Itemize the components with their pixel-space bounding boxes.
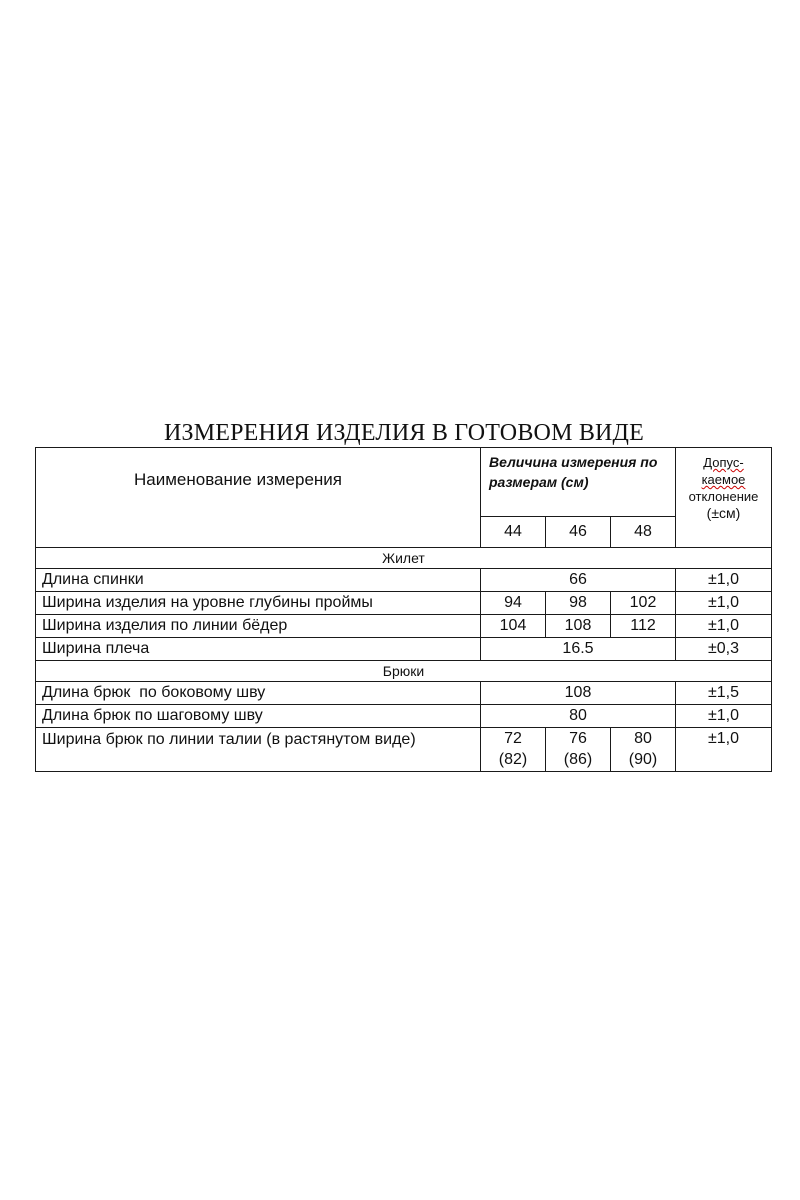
row-value-48: 102 xyxy=(611,592,676,615)
row-value-46: 108 xyxy=(546,615,611,638)
section-label-vest: Жилет xyxy=(36,548,772,569)
header-size-group-line1: Величина измерения по xyxy=(489,454,658,470)
row-value-46: 98 xyxy=(546,592,611,615)
row-value: 16.5 xyxy=(481,638,676,661)
table-header-row xyxy=(36,448,772,493)
row-value-46-stretched: (86) xyxy=(563,751,593,768)
row-value-48: 112 xyxy=(611,615,676,638)
header-tolerance-line4: (±см) xyxy=(706,505,741,521)
header-tolerance-line2: каемое xyxy=(701,472,746,487)
row-tolerance: ±1,0 xyxy=(676,728,772,772)
row-value-48-relaxed: 80 xyxy=(634,730,652,747)
row-tolerance: ±1,0 xyxy=(676,592,772,615)
row-name: Длина брюк по боковому шву xyxy=(36,682,481,705)
row-value-44: 94 xyxy=(481,592,546,615)
row-name: Длина спинки xyxy=(36,569,481,592)
page-title: ИЗМЕРЕНИЯ ИЗДЕЛИЯ В ГОТОВОМ ВИДЕ xyxy=(163,420,644,446)
row-value-46 xyxy=(546,728,611,772)
header-size-group-line2: размерам (см) xyxy=(489,474,589,490)
header-tolerance xyxy=(676,448,772,548)
measurements-table xyxy=(35,447,772,772)
header-measurement-name: Наименование измерения xyxy=(36,448,481,548)
row-value-44-stretched: (82) xyxy=(498,751,528,768)
row-value-48 xyxy=(611,728,676,772)
table-row xyxy=(36,705,772,728)
row-value-46-relaxed: 76 xyxy=(569,730,587,747)
row-tolerance: ±1,0 xyxy=(676,615,772,638)
table-row xyxy=(36,569,772,592)
row-value-44-relaxed: 72 xyxy=(504,730,522,747)
row-tolerance: ±1,0 xyxy=(676,569,772,592)
table-row xyxy=(36,728,772,772)
table-row xyxy=(36,592,772,615)
header-tolerance-line3: отклонение xyxy=(688,489,759,504)
row-value-48-stretched: (90) xyxy=(628,751,658,768)
header-size-group xyxy=(481,448,676,493)
row-name: Ширина брюк по линии талии (в растянутом виде) xyxy=(36,728,481,772)
row-name: Ширина изделия по линии бёдер xyxy=(36,615,481,638)
row-value-44 xyxy=(481,728,546,772)
row-name: Ширина плеча xyxy=(36,638,481,661)
row-value: 108 xyxy=(481,682,676,705)
size-44: 44 xyxy=(481,517,546,548)
table-row xyxy=(36,682,772,705)
table-row xyxy=(36,615,772,638)
row-tolerance: ±1,5 xyxy=(676,682,772,705)
row-name: Длина брюк по шаговому шву xyxy=(36,705,481,728)
header-size-group-spacer xyxy=(481,492,676,517)
table-row xyxy=(36,638,772,661)
section-label-trousers: Брюки xyxy=(36,661,772,682)
row-value: 80 xyxy=(481,705,676,728)
section-row xyxy=(36,661,772,682)
row-tolerance: ±1,0 xyxy=(676,705,772,728)
size-46: 46 xyxy=(546,517,611,548)
row-value: 66 xyxy=(481,569,676,592)
size-48: 48 xyxy=(611,517,676,548)
section-row xyxy=(36,548,772,569)
row-name: Ширина изделия на уровне глубины проймы xyxy=(36,592,481,615)
row-value-44: 104 xyxy=(481,615,546,638)
header-tolerance-line1: Допус- xyxy=(703,455,744,470)
row-tolerance: ±0,3 xyxy=(676,638,772,661)
